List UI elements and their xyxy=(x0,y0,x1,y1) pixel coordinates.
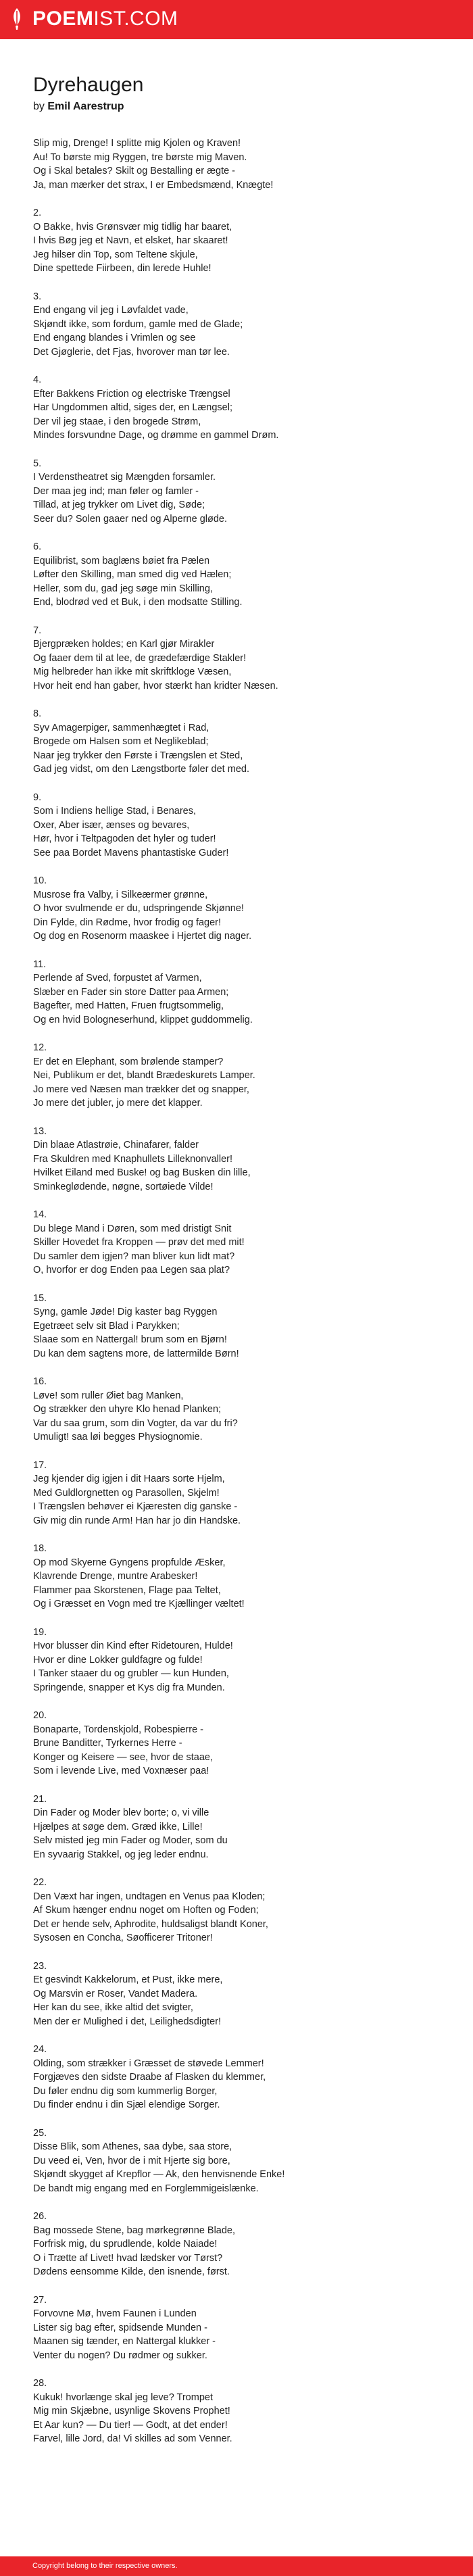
poem-stanza xyxy=(33,1709,445,1778)
poem-line: Og Marsvin er Roser, Vandet Madera. xyxy=(33,1988,198,1999)
poem-line: Bagefter, med Hatten, Fruen frugtsommelig, xyxy=(33,1000,224,1011)
poem-stanza xyxy=(33,1459,445,1528)
poem-line: Bjergpræken holdes; en Karl gjør Mirakler xyxy=(33,639,215,650)
poem-line: Venter du nogen? Du rødmer og sukker. xyxy=(33,2350,207,2361)
stanza-number: 5. xyxy=(33,458,42,469)
stanza-number: 19. xyxy=(33,1626,47,1638)
poem-stanza xyxy=(33,624,445,694)
poem-line: Hvor heit end han gaber, hvor stærkt han kridter Næsen. xyxy=(33,680,278,691)
poem-line: Sysosen en Concha, Søofficerer Tritoner! xyxy=(33,1933,213,1943)
poem-line: Olding, som strækker i Græsset de støvede Lemmer! xyxy=(33,2058,264,2069)
poem-line: Skjøndt ikke, som fordum, gamle med de Glade; xyxy=(33,318,243,330)
poem-line: Som i Indiens hellige Stad, i Benares, xyxy=(33,806,196,817)
poem-line: Kukuk! hvorlænge skal jeg leve? Trompet xyxy=(33,2391,213,2403)
poem-stanza xyxy=(33,540,445,610)
poem-stanza xyxy=(33,1626,445,1695)
poem-stanza xyxy=(33,137,445,192)
stanza-number: 22. xyxy=(33,1877,47,1888)
poem-line: Dødens eensomme Kilde, den isnende, først. xyxy=(33,2266,230,2277)
poem-line: Forgjæves den sidste Draabe af Flasken du klemmer, xyxy=(33,2072,266,2083)
stanza-number: 21. xyxy=(33,1793,47,1805)
stanza-number: 16. xyxy=(33,1376,47,1387)
stanza-number: 28. xyxy=(33,2378,47,2389)
poem-line: Naar jeg trykker den Første i Trængslen et Sted, xyxy=(33,750,243,761)
poem-line: Konger og Keisere — see, hvor de staae, xyxy=(33,1751,213,1763)
poem-line: Hjælpes at søge dem. Græd ikke, Lille! xyxy=(33,1821,203,1832)
stanza-number: 8. xyxy=(33,708,42,719)
site-logo-link[interactable] xyxy=(9,7,178,31)
poem-line: Din Fader og Moder blev borte; o, vi ville xyxy=(33,1807,209,1818)
poem-line: Det Gjøglerie, det Fjas, hvorover man tør lee. xyxy=(33,346,230,358)
poem-line: Løfter den Skilling, man smed dig ved Hælen; xyxy=(33,569,232,580)
poem-line: Som i levende Live, med Voxnæser paa! xyxy=(33,1766,209,1776)
poem-line: Af Skum hænger endnu noget om Hoften og Foden; xyxy=(33,1905,259,1916)
poem-line: See paa Bordet Mavens phantastiske Guder! xyxy=(33,847,229,858)
by-label: by xyxy=(33,101,45,112)
poem-line: O Bakke, hvis Grønsvær mig tidlig har baaret, xyxy=(33,221,232,233)
stanza-number: 6. xyxy=(33,541,42,552)
poem-line: Forfrisk mig, du sprudlende, kolde Naiade! xyxy=(33,2239,218,2250)
poem-line: I Verdenstheatret sig Mængden forsamler. xyxy=(33,472,216,483)
poem-line: Perlende af Sved, forpustet af Varmen, xyxy=(33,973,202,983)
poem-stanza xyxy=(33,290,445,360)
poem-line: Der vil jeg staae, i den brogede Strøm, xyxy=(33,416,201,427)
poem-line: Din blaae Atlastrøie, Chinafarer, falder xyxy=(33,1140,199,1150)
poem-line: Hvor blusser din Kind efter Ridetouren, Hulde! xyxy=(33,1641,233,1651)
poem-line: I Trængslen behøver ei Kjæresten dig ganske - xyxy=(33,1501,238,1512)
poem-line: Heller, som du, gad jeg søge min Skilling, xyxy=(33,583,213,594)
poem-line: Der maa jeg ind; man føler og famler - xyxy=(33,485,199,497)
poem-line: Du finder endnu i din Sjæl elendige Sorger. xyxy=(33,2099,220,2110)
poem-stanza xyxy=(33,874,445,944)
poem-line: Flammer paa Skorstenen, Flage paa Teltet, xyxy=(33,1584,221,1596)
poem-line: I hvis Bøg jeg et Navn, et elsket, har skaaret! xyxy=(33,235,228,246)
poem-stanza xyxy=(33,2043,445,2112)
poem-line: Gad jeg vidst, om den Længstborte føler det med. xyxy=(33,764,249,775)
poem-line: Den Væxt har ingen, undtagen en Venus paa Kloden; xyxy=(33,1891,266,1902)
poem-line: Farvel, lille Jord, da! Vi skilles ad som Venner. xyxy=(33,2433,232,2444)
poem-line: Mig helbreder han ikke mit skriftkloge Væsen, xyxy=(33,666,232,677)
poem-body xyxy=(33,137,445,2446)
poem-line: Bag mossede Stene, bag mørkegrønne Blade, xyxy=(33,2225,236,2236)
poem-line: Det er hende selv, Aphrodite, huldsaligst blandt Koner, xyxy=(33,1918,268,1930)
poem-stanza xyxy=(33,1208,445,1278)
poem-stanza xyxy=(33,1125,445,1194)
poem-line: O hvor svulmende er du, udspringende Skjønne! xyxy=(33,903,244,914)
stanza-number: 26. xyxy=(33,2211,47,2222)
poem-stanza xyxy=(33,1542,445,1611)
stanza-number: 11. xyxy=(33,958,47,970)
poem-line: Umuligt! saa løi begges Physiognomie. xyxy=(33,1432,203,1442)
poem-line: Du føler endnu dig som kummerlig Borger, xyxy=(33,2085,218,2097)
poem-line: I Tanker staaer du og grubler — kun Hunden, xyxy=(33,1668,229,1679)
poem-line: Skiller Hovedet fra Kroppen — prøv det med mit! xyxy=(33,1237,245,1248)
poem-line: Selv misted jeg min Fader og Moder, som du xyxy=(33,1835,228,1846)
poem-line: Springende, snapper et Kys dig fra Munden. xyxy=(33,1682,225,1693)
poem-line: Au! To børste mig Ryggen, tre børste mig Maven. xyxy=(33,151,247,163)
poem-line: Tillad, at jeg trykker om Livet dig, Søde; xyxy=(33,500,205,510)
footer-bar xyxy=(0,2556,473,2576)
poem-line: Bonaparte, Tordenskjold, Robespierre - xyxy=(33,1724,204,1735)
poem-line: Har Ungdommen altid, siges der, en Længsel; xyxy=(33,402,232,413)
poem-line: Syv Amagerpiger, sammenhægtet i Rad, xyxy=(33,722,209,733)
poem-line: Seer du? Solen gaaer ned og Alperne gløde. xyxy=(33,513,227,525)
poem-stanza xyxy=(33,2210,445,2279)
poem-line: Ja, man mærker det strax, I er Embedsmænd, Knægte! xyxy=(33,179,274,191)
poem-line: Jeg hilser din Top, som Teltene skjule, xyxy=(33,249,198,260)
poem-line: Giv mig din runde Arm! Han har jo din Handske. xyxy=(33,1515,241,1526)
poem-line: Maanen sig tænder, en Nattergal klukker - xyxy=(33,2336,216,2347)
quill-pen-icon xyxy=(9,7,24,30)
poem-line: Disse Blik, som Athenes, saa dybe, saa store, xyxy=(33,2141,232,2152)
poem-line: Jo mere det jubler, jo mere det klapper. xyxy=(33,1098,203,1109)
poem-line: Du veed ei, Ven, hvor de i mit Hjerte sig bore, xyxy=(33,2155,230,2166)
stanza-number: 10. xyxy=(33,875,47,886)
poem-line: Med Guldlorgnetten og Parasollen, Skjelm! xyxy=(33,1487,220,1499)
poem-line: Løve! som ruller Øiet bag Manken, xyxy=(33,1390,184,1401)
poem-line: Oxer, Aber især, ænses og bevares, xyxy=(33,819,190,831)
stanza-number: 27. xyxy=(33,2294,47,2306)
poem-stanza xyxy=(33,958,445,1027)
poem-line: Hør, hvor i Teltpagoden det hyler og tuder! xyxy=(33,833,216,844)
poem-line: End, blodrød ved et Buk, i den modsatte Stilling. xyxy=(33,597,243,608)
poem-line: Og dog en Rosenorm maaskee i Hjertet dig nager. xyxy=(33,931,252,942)
poem-line: Var du saa grum, som din Vogter, da var du fri? xyxy=(33,1417,238,1429)
poem-line: Syng, gamle Jøde! Dig kaster bag Ryggen xyxy=(33,1307,218,1317)
poem-stanza xyxy=(33,1292,445,1361)
poem-line: Men der er Mulighed i det, Leilighedsdigter! xyxy=(33,2016,222,2027)
poem-title: Dyrehaugen xyxy=(33,74,144,96)
footer-copyright: Copyright belong to their respective owners. xyxy=(32,2562,178,2570)
stanza-number: 17. xyxy=(33,1459,47,1471)
stanza-number: 24. xyxy=(33,2044,47,2055)
poem-stanza xyxy=(33,1375,445,1444)
poem-line: Musrose fra Valby, i Silkeærmer grønne, xyxy=(33,889,208,900)
logo-text-bold: POEM xyxy=(32,7,94,30)
poem-line: Hvilket Eiland med Buske! og bag Busken din lille, xyxy=(33,1167,251,1178)
poem-line: Du blege Mand i Døren, som med dristigt Snit xyxy=(33,1223,232,1234)
poem-line: De bandt mig engang med en Forglemmigeislænke. xyxy=(33,2183,259,2194)
poem-stanza xyxy=(33,457,445,527)
poem-line: Slip mig, Drenge! I splitte mig Kjolen og Kraven! xyxy=(33,138,241,149)
poem-stanza xyxy=(33,206,445,276)
stanza-number: 2. xyxy=(33,208,42,218)
stanza-number: 25. xyxy=(33,2127,47,2139)
logo-text-light: IST.COM xyxy=(93,7,178,30)
poem-line: Mindes forsvundne Dage, og drømme en gammel Drøm. xyxy=(33,430,279,441)
top-bar xyxy=(0,0,473,39)
poem-stanza xyxy=(33,373,445,443)
poem-stanza xyxy=(33,1960,445,2029)
poem-line: Slaae som en Nattergal! brum som en Bjørn! xyxy=(33,1334,227,1345)
stanza-number: 20. xyxy=(33,1710,47,1721)
stanza-number: 12. xyxy=(33,1042,47,1053)
poem-author-link[interactable]: Emil Aarestrup xyxy=(47,101,124,112)
poem-line: Du kan dem sagtens more, de lattermilde Børn! xyxy=(33,1348,239,1359)
poem-line: Klavrende Drenge, muntre Arabesker! xyxy=(33,1571,198,1582)
poem-stanza xyxy=(33,1041,445,1111)
stanza-number: 15. xyxy=(33,1292,47,1304)
poem-line: End engang vil jeg i Løvfaldet vade, xyxy=(33,305,189,316)
poem-stanza xyxy=(33,2127,445,2196)
poem-line: End engang blandes i Vrimlen og see xyxy=(33,333,196,343)
poem-line: Og i Skal betales? Skilt og Bestalling er ægte - xyxy=(33,166,236,176)
poem-line: Jo mere ved Næsen man trækker det og snapper, xyxy=(33,1084,249,1095)
stanza-number: 3. xyxy=(33,291,42,302)
poem-line: Sminkeglødende, nøgne, sortøiede Vilde! xyxy=(33,1181,214,1192)
poem-line: Hvor er dine Lokker guldfagre og fulde! xyxy=(33,1654,203,1666)
site-logo-text xyxy=(32,7,178,31)
poem-line: Og i Græsset en Vogn med tre Kjællinger væltet! xyxy=(33,1599,245,1609)
stanza-number: 18. xyxy=(33,1543,47,1554)
poem-byline xyxy=(33,100,445,114)
poem-content xyxy=(33,73,445,2460)
poem-line: Slæber en Fader sin store Datter paa Armen; xyxy=(33,986,229,998)
poem-line: Dine spettede Fiirbeen, din lerede Huhle! xyxy=(33,263,211,274)
poem-stanza xyxy=(33,1876,445,1945)
stanza-number: 4. xyxy=(33,374,42,385)
poem-line: Et gesvindt Kakkelorum, et Pust, ikke mere, xyxy=(33,1974,223,1985)
poem-line: Op mod Skyerne Gyngens propfulde Æsker, xyxy=(33,1557,226,1568)
poem-line: O, hvorfor er dog Enden paa Legen saa plat? xyxy=(33,1265,230,1275)
poem-line: Og strækker den uhyre Klo henad Planken; xyxy=(33,1404,222,1415)
poem-stanza xyxy=(33,2293,445,2363)
poem-line: Efter Bakkens Friction og electriske Trængsel xyxy=(33,388,230,399)
poem-line: Egetræet selv sit Blad i Parykken; xyxy=(33,1320,180,1332)
poem-line: En syvaarig Stakkel, og jeg leder endnu. xyxy=(33,1849,209,1860)
poem-line: Og faaer dem til at lee, de grædefærdige Stakler! xyxy=(33,652,247,664)
poem-line: Skjøndt skygget af Krepflor — Ak, den henvisnende Enke! xyxy=(33,2169,285,2180)
poem-line: Fra Skuldren med Knaphullets Lilleknonvaller! xyxy=(33,1153,232,1165)
poem-stanza xyxy=(33,1793,445,1862)
poem-line: Lister sig bag efter, spidsende Munden - xyxy=(33,2322,207,2333)
poem-line: Forvovne Mø, hvem Faunen i Lunden xyxy=(33,2308,197,2319)
poem-line: Brogede om Halsen som et Neglikeblad; xyxy=(33,736,209,747)
stanza-number: 9. xyxy=(33,792,42,803)
poem-line: Equilibrist, som baglæns bøiet fra Pælen xyxy=(33,555,210,566)
stanza-number: 14. xyxy=(33,1209,47,1220)
poem-line: Nei, Publikum er det, blandt Brædeskurets Lamper. xyxy=(33,1070,255,1081)
poem-line: Brune Banditter, Tyrkernes Herre - xyxy=(33,1738,182,1749)
poem-line: Et Aar kun? — Du tier! — Godt, at det ender! xyxy=(33,2419,228,2431)
poem-line: Du samler dem igjen? man bliver kun lidt mat? xyxy=(33,1250,235,1262)
poem-stanza xyxy=(33,791,445,860)
poem-line: Her kan du see, ikke altid det svigter, xyxy=(33,2002,193,2013)
poem-line: Din Fylde, din Rødme, hvor frodig og fager! xyxy=(33,917,222,928)
poem-stanza xyxy=(33,2377,445,2446)
poem-line: Er det en Elephant, som brølende stamper? xyxy=(33,1056,224,1067)
stanza-number: 23. xyxy=(33,1960,47,1972)
stanza-number: 13. xyxy=(33,1125,47,1137)
poem-line: Og en hvid Bologneserhund, klippet guddommelig. xyxy=(33,1014,253,1025)
poem-stanza xyxy=(33,707,445,777)
poem-line: O i Trætte af Livet! hvad lædsker vor Tørst? xyxy=(33,2252,223,2264)
poem-line: Mig min Skjæbne, usynlige Skovens Prophet! xyxy=(33,2406,230,2416)
poem-line: Jeg kjender dig igjen i dit Haars sorte Hjelm, xyxy=(33,1474,225,1484)
stanza-number: 7. xyxy=(33,625,42,636)
